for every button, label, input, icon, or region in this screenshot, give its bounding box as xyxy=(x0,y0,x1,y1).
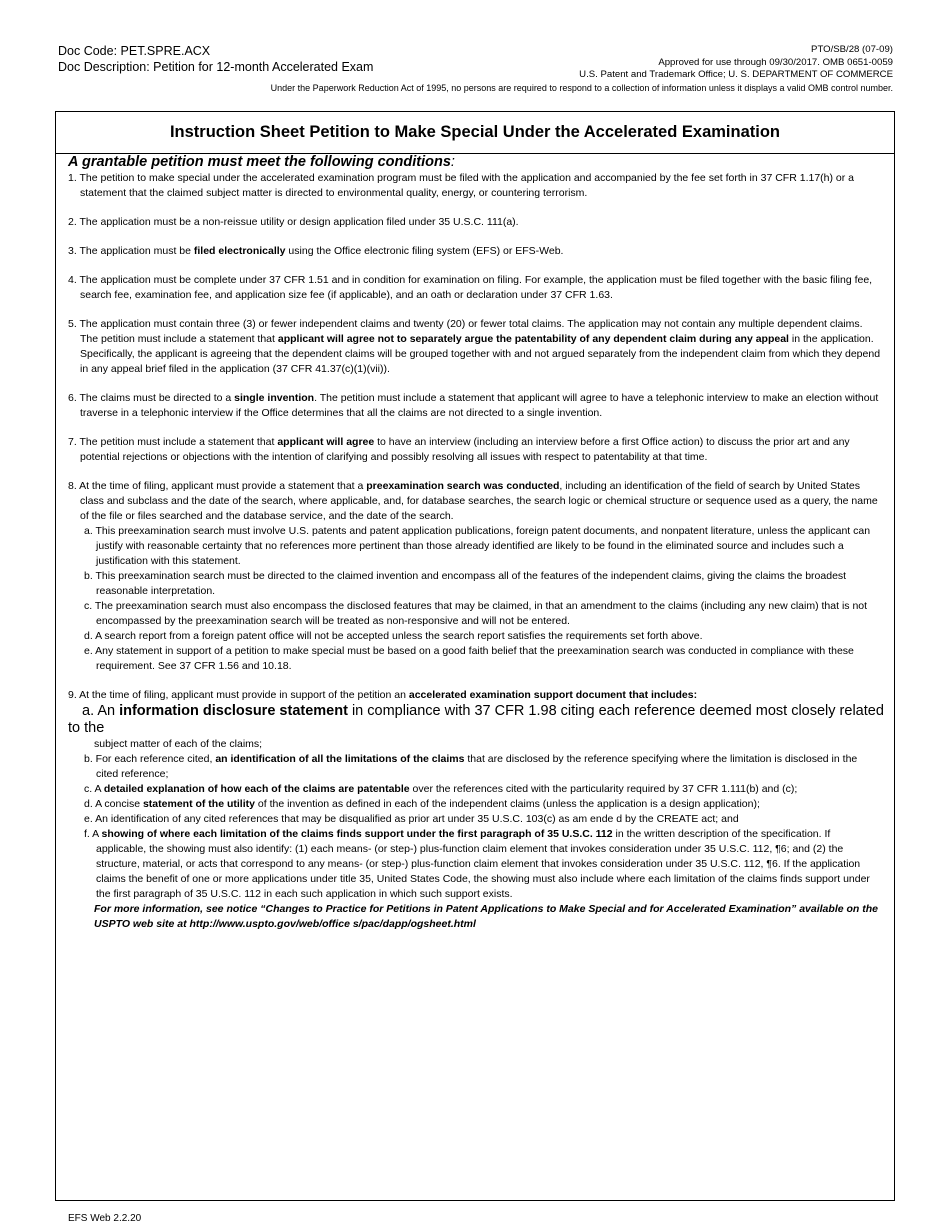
more-information-note: For more information, see notice “Changes to Practice for Petitions in Patent Applications to Make Special and for Accelerated Examination” available on the USPTO web site at http://www.uspto.gov/web/office s/pac/dapp/ogsheet.html xyxy=(94,903,878,930)
condition-8c: c. The preexamination search must also encompass the disclosed features that may be claimed, in that an amendment to the claims (including any new claim) that is not encompassed by the preexamination search will be treated as non-responsive and will not be entered. xyxy=(84,600,868,627)
instruction-frame xyxy=(55,111,895,1201)
condition-9e: e. An identification of any cited references that may be disqualified as prior art under 35 U.S.C. 103(c) as am ende d by the CREATE act; and xyxy=(84,813,739,825)
condition-8e: e. Any statement in support of a petition to make special must be based on a good faith belief that the preexamination search was conducted in compliance with these requirement. See 37 CFR 1.56 and 10.18. xyxy=(84,645,854,672)
paperwork-notice: Under the Paperwork Reduction Act of 1995, no persons are required to respond to a collection of information unless it displays a valid OMB control number. xyxy=(270,83,893,93)
agency-name: U.S. Patent and Trademark Office; U. S. DEPARTMENT OF COMMERCE xyxy=(579,69,893,80)
condition-9d: d. A concise statement of the utility of the invention as defined in each of the independent claims (unless the application is a design application); xyxy=(84,798,760,810)
condition-7: 7. The petition must include a statement that applicant will agree to have an interview (including an interview before a first Office action) to discuss the prior art and any potential rejections or objections with the intention of clarifying and possibly resolving all issues with respect to patentability at that time. xyxy=(68,436,850,463)
condition-8a: a. This preexamination search must involve U.S. patents and patent application publications, foreign patent documents, and nonpatent literature, unless the applicant can justify with reasonable certainty that no references more pertinent than those already identified are likely to be found in the eliminated source and includes such a justification with this statement. xyxy=(84,525,871,567)
title-row xyxy=(56,112,894,154)
footer-version: EFS Web 2.2.20 xyxy=(68,1213,142,1224)
condition-1: 1. The petition to make special under the accelerated examination program must be filed with the application and accompanied by the fee set forth in 37 CFR 1.17(h) or a statement that the claimed subject matter is directed to environmental quality, energy, or countering terrorism. xyxy=(68,172,855,199)
condition-2: 2. The application must be a non-reissue utility or design application filed under 35 U.S.C. 111(a). xyxy=(68,216,519,228)
doc-description: Doc Description: Petition for 12-month Accelerated Exam xyxy=(58,60,374,74)
condition-6: 6. The claims must be directed to a single invention. The petition must include a statement that applicant will agree to have a telephonic interview to make an election without traverse in a telephonic interview if the Office determines that all the claims are not directed to a single invention. xyxy=(68,392,879,419)
condition-9c: c. A detailed explanation of how each of the claims are patentable over the references cited with the particularity required by 37 CFR 1.111(b) and (c); xyxy=(84,783,798,795)
condition-5: 5. The application must contain three (3) or fewer independent claims and twenty (20) or fewer total claims. The application may not contain any multiple dependent claims. The petition must include a statement that applicant will agree not to separately argue the patentability of any dependent claim during any appeal in the application. Specifically, the applicant is agreeing that the dependent claims will be grouped together with and not argued separately from the independent claim from which they depend in any appeal brief filed in the application (37 CFR 41.37(c)(1)(vii)). xyxy=(68,318,881,375)
condition-9a-continued: subject matter of each of the claims; xyxy=(94,738,263,750)
condition-9f: f. A showing of where each limitation of the claims finds support under the first paragraph of 35 U.S.C. 112 in the written description of the specification. If applicable, the showing must also identify: (1) each means- (or step-) plus-function claim element that invokes consideration under 35 U.S.C. 112, ¶6; and (2) the structure, material, or acts that correspond to any means- (or step-) plus-function claim element that invokes consideration under 35 U.S.C. 112, ¶6. If the application claims the benefit of one or more applications under title 35, United States Code, the showing must also include where each limitation of the claims finds support under the first paragraph of 35 U.S.C. 112 in each such application in which such support exists. xyxy=(84,828,870,900)
condition-9b: b. For each reference cited, an identification of all the limitations of the claims that are disclosed by the reference specifying where the limitation is disclosed in the cited reference; xyxy=(84,753,858,780)
condition-9: 9. At the time of filing, applicant must provide in support of the petition an accelerated examination support document that includes: xyxy=(68,689,698,701)
doc-header-left xyxy=(58,43,373,75)
condition-8d: d. A search report from a foreign patent office will not be accepted unless the search report satisfies the requirements set forth above. xyxy=(84,630,703,642)
omb-approval: Approved for use through 09/30/2017. OMB 0651-0059 xyxy=(658,56,893,68)
doc-code: Doc Code: PET.SPRE.ACX xyxy=(58,44,211,58)
form-number: PTO/SB/28 (07-09) xyxy=(811,44,893,55)
doc-header-right xyxy=(579,44,893,82)
page-title: Instruction Sheet Petition to Make Special Under the Accelerated Examination xyxy=(169,123,781,141)
condition-3: 3. The application must be filed electronically using the Office electronic filing system (EFS) or EFS-Web. xyxy=(68,245,564,257)
condition-8b: b. This preexamination search must be directed to the claimed invention and encompass all of the features of the independent claims, giving the claims the broadest reasonable interpretation. xyxy=(84,570,847,597)
instructions-body xyxy=(56,154,894,932)
condition-4: 4. The application must be complete under 37 CFR 1.51 and in condition for examination on filing. For example, the application must be filed together with the basic filing fee, search fee, examination fee, and application size fee (if applicable), and an oath or declaration under 37 CFR 1.63. xyxy=(68,274,873,301)
lead-heading: A grantable petition must meet the following conditions: xyxy=(68,154,455,170)
condition-9a: a. An information disclosure statement in compliance with 37 CFR 1.98 citing each reference deemed most closely related to the xyxy=(68,703,884,736)
condition-8: 8. At the time of filing, applicant must provide a statement that a preexamination search was conducted, including an identification of the field of search by United States class and subclass and the date of the search, where applicable, and, for database searches, the search logic or chemical structure or sequence used as a query, the name of the file or files searched and the database service, and the date of the search. xyxy=(68,480,878,522)
